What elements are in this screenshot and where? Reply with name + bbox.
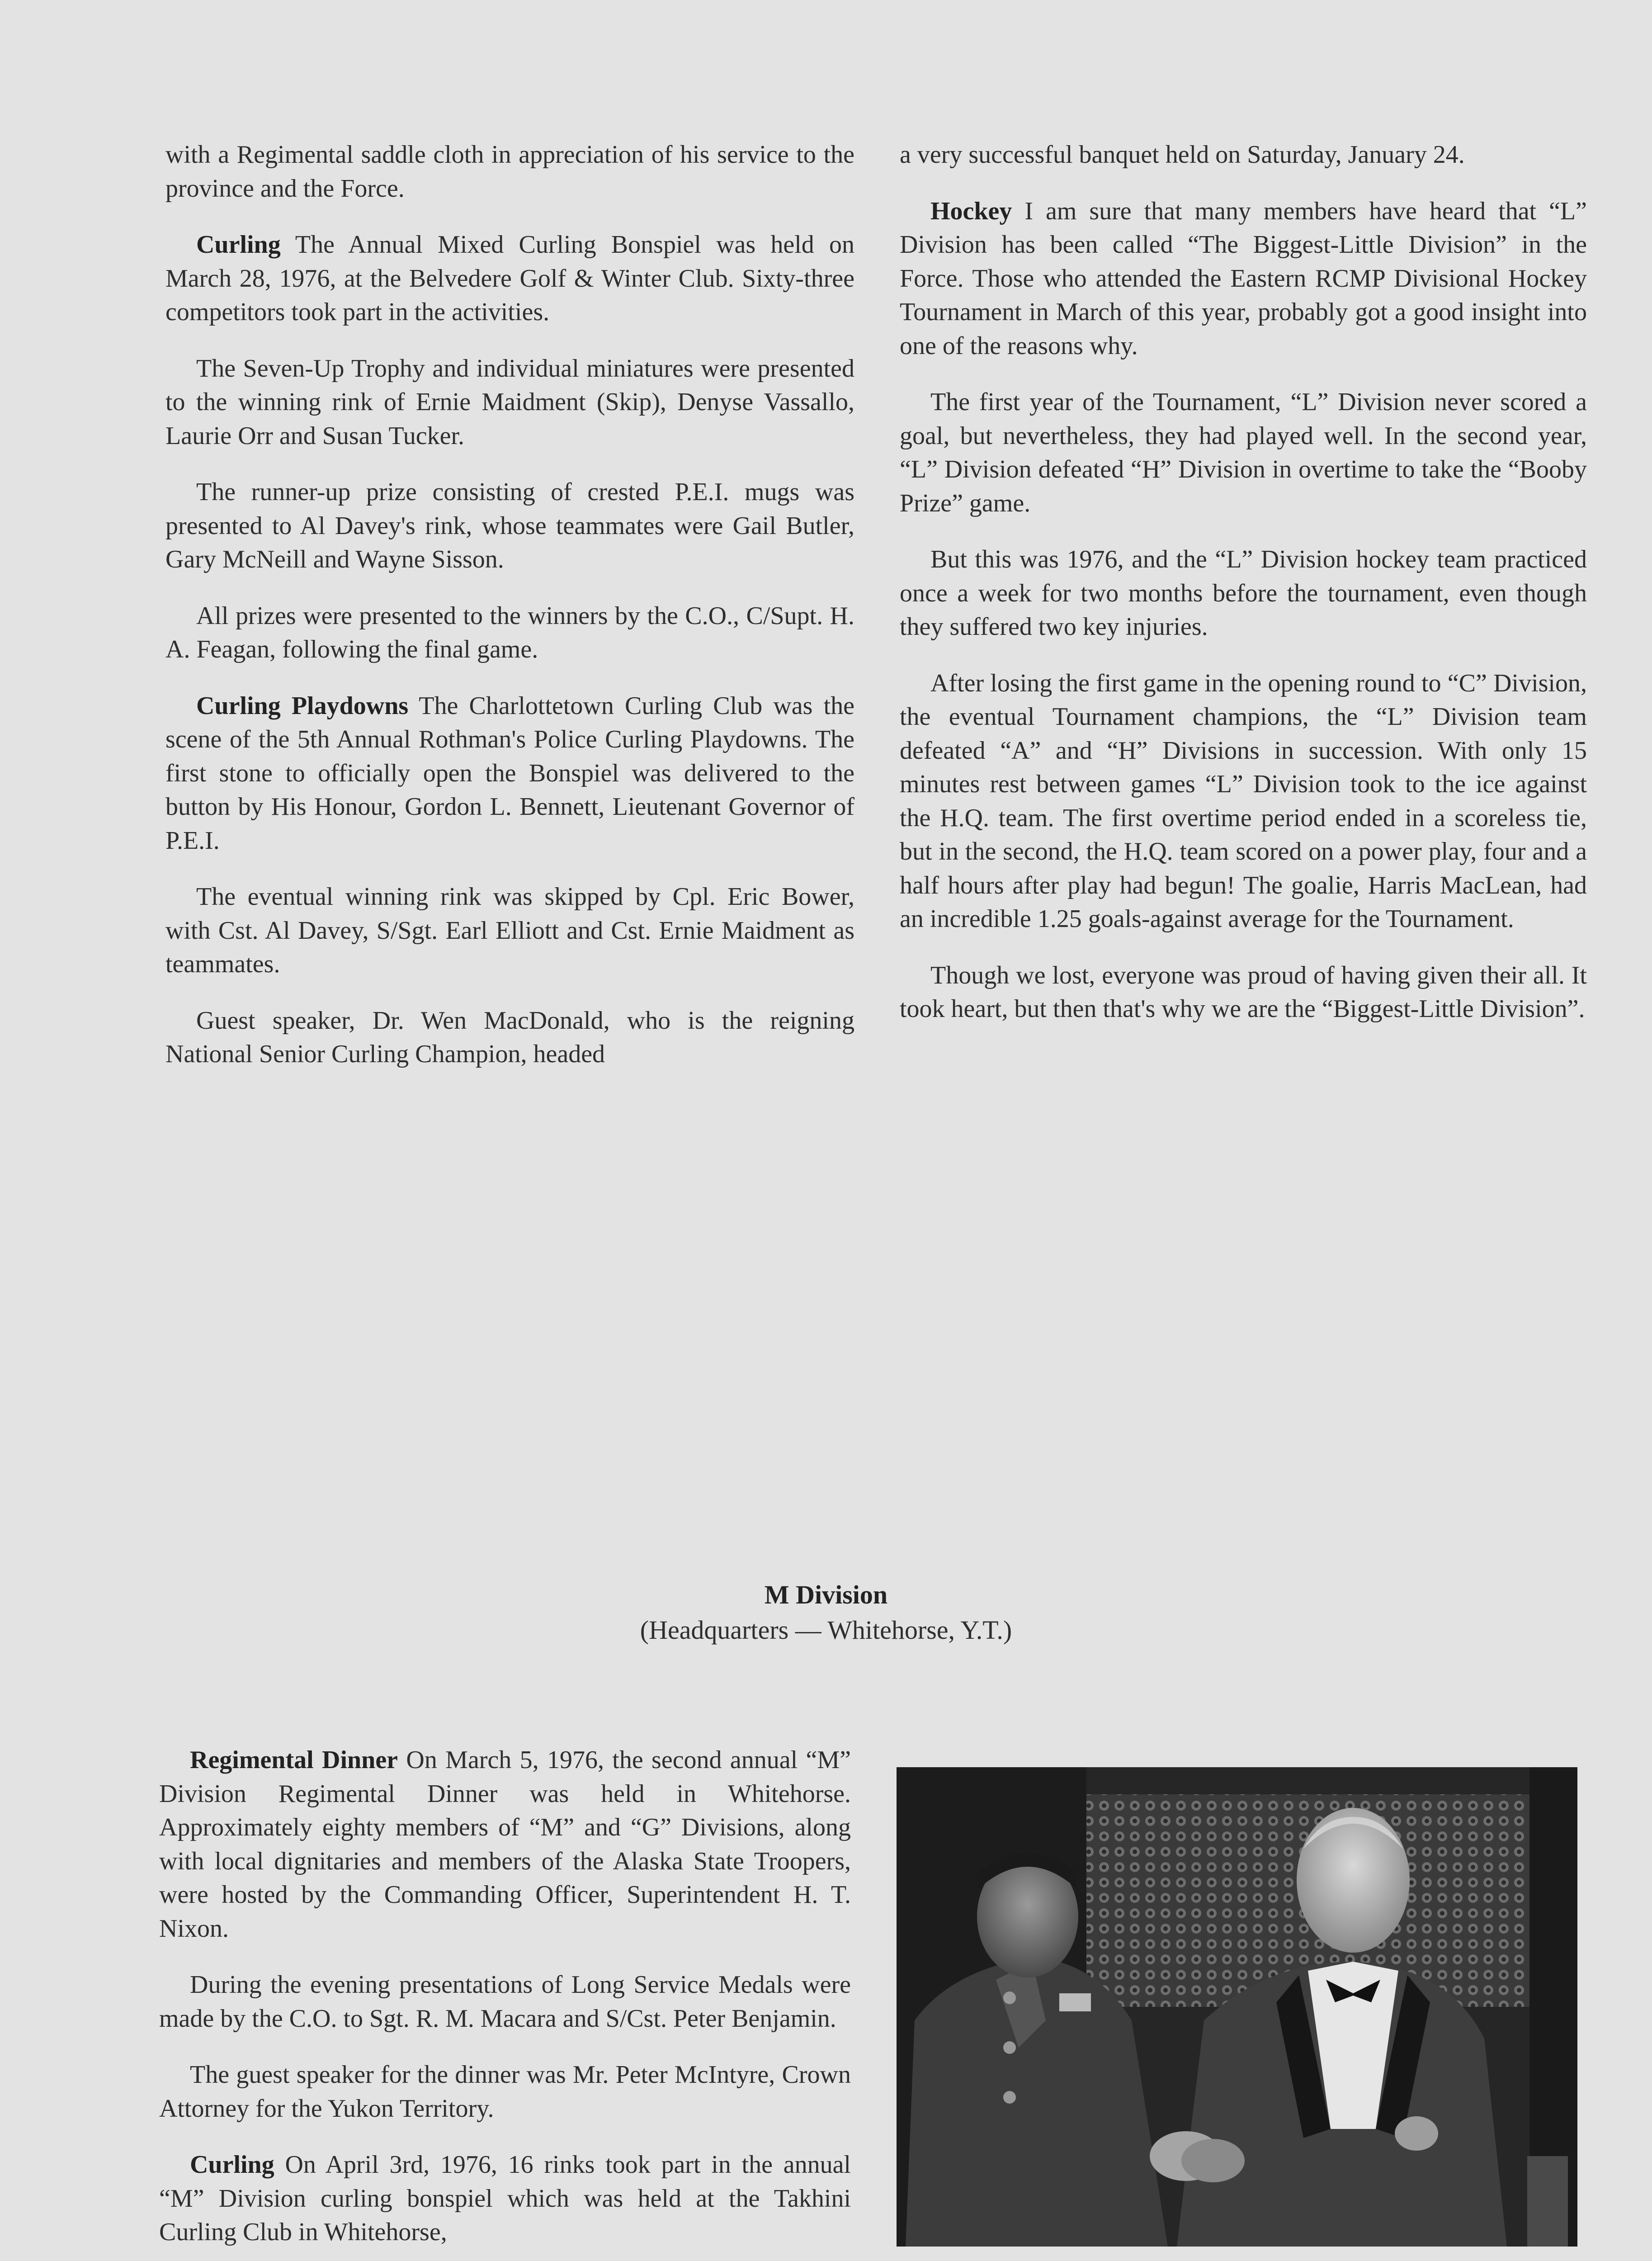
run-in-heading: Curling Playdowns [196, 691, 409, 720]
paragraph-text: On April 3rd, 1976, 16 rinks took part in the annual “M” Division curling bonspiel which was held at the Takhini Curling Club in Whitehorse, [159, 2151, 851, 2246]
right-column [900, 138, 1587, 1049]
paragraph [900, 194, 1587, 363]
m-division-column [159, 1743, 851, 2261]
run-in-heading: Curling [190, 2151, 274, 2179]
paragraph: with a Regimental saddle cloth in appreciation of his service to the province and the Force. [165, 141, 854, 203]
paragraph: After losing the first game in the opening round to “C” Division, the eventual Tournament champions, the “L” Division team defeated “A” and “H” Divisions in succession. With only 15 minutes rest between games “L” Division took to the ice against the H.Q. team. The first overtime period ended in a scoreless tie, but in the second, the H.Q. team scored on a power play, four and a half hours after play had begun! The goalie, Harris MacLean, had an incredible 1.25 goals-against average for the Tournament. [900, 669, 1587, 933]
run-in-heading: Curling [196, 231, 281, 259]
paragraph: The first year of the Tournament, “L” Division never scored a goal, but nevertheless, they had played well. In the second year, “L” Division defeated “H” Division in overtime to take the “Booby Prize” game. [900, 388, 1587, 517]
paragraph: During the evening presentations of Long Service Medals were made by the C.O. to Sgt. R. M. Macara and S/Cst. Peter Benjamin. [159, 1971, 851, 2033]
section-subtitle: (Headquarters — Whitehorse, Y.T.) [640, 1615, 1012, 1645]
paragraph [165, 228, 854, 329]
paragraph: The guest speaker for the dinner was Mr. Peter McIntyre, Crown Attorney for the Yukon Territory. [159, 2061, 851, 2123]
paragraph: a very successful banquet held on Saturday, January 24. [900, 141, 1465, 169]
photo-handshake [897, 1767, 1577, 2247]
photo-illustration [897, 1767, 1577, 2247]
paragraph: The eventual winning rink was skipped by Cpl. Eric Bower, with Cst. Al Davey, S/Sgt. Earl Elliott and Cst. Ernie Maidment as teammates. [165, 883, 854, 978]
paragraph [165, 689, 854, 858]
run-in-heading: Regimental Dinner [190, 1746, 398, 1774]
paragraph-text: On March 5, 1976, the second annual “M” Division Regimental Dinner was held in Whitehorse. Approximately eighty members of “M” and “G” Divisions, along with local dignitaries and members of the Alaska State Troopers, were hosted by the Commanding Officer, Superintendent H. T. Nixon. [159, 1746, 851, 1943]
section-heading [0, 1577, 1652, 1648]
paragraph: The runner-up prize consisting of crested P.E.I. mugs was presented to Al Davey's rink, whose teammates were Gail Butler, Gary McNeill and Wayne Sisson. [165, 478, 854, 573]
paragraph-text: The Charlottetown Curling Club was the scene of the 5th Annual Rothman's Police Curling Playdowns. The first stone to officially open the Bonspiel was delivered to the button by His Honour, Gordon L. Bennett, Lieutenant Governor of P.E.I. [165, 691, 854, 855]
run-in-heading: Hockey [930, 197, 1012, 225]
paragraph: The Seven-Up Trophy and individual miniatures were presented to the winning rink of Ernie Maidment (Skip), Denyse Vassallo, Laurie Orr and Susan Tucker. [165, 354, 854, 450]
paragraph [159, 1743, 851, 1945]
paragraph-text: I am sure that many members have heard that “L” Division has been called “The Biggest-Little Division” in the Force. Those who attended the Eastern RCMP Divisional Hockey Tournament in March of this year, probably got a good insight into one of the reasons why. [900, 197, 1587, 360]
paragraph [159, 2148, 851, 2249]
left-column [165, 138, 854, 1094]
paragraph: Though we lost, everyone was proud of having given their all. It took heart, but then that's why we are the “Biggest-Little Division”. [900, 961, 1587, 1023]
section-title: M Division [764, 1580, 888, 1609]
paragraph: Guest speaker, Dr. Wen MacDonald, who is the reigning National Senior Curling Champion, headed [165, 1006, 854, 1068]
paragraph: But this was 1976, and the “L” Division hockey team practiced once a week for two months before the tournament, even though they suffered two key injuries. [900, 545, 1587, 641]
paragraph: All prizes were presented to the winners by the C.O., C/Supt. H. A. Feagan, following the final game. [165, 601, 854, 663]
paragraph-text: The Annual Mixed Curling Bonspiel was held on March 28, 1976, at the Belvedere Golf & Winter Club. Sixty-three competitors took part in the activities. [165, 231, 854, 326]
